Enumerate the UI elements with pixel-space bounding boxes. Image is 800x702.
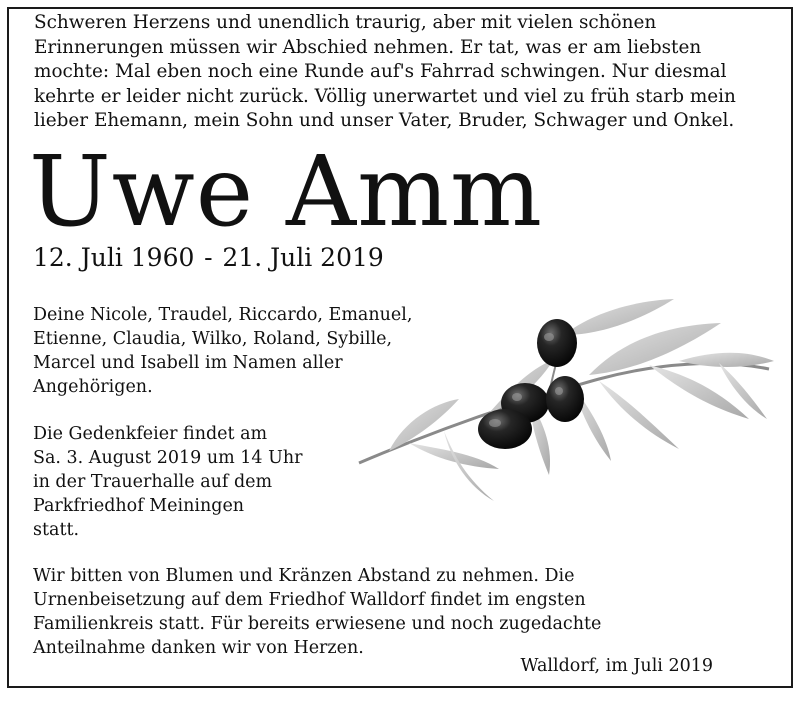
ceremony-line: statt.	[33, 520, 80, 540]
ceremony-line: Die Gedenkfeier findet am	[33, 424, 268, 444]
olive-branch-icon	[349, 291, 779, 511]
intro-text	[34, 11, 774, 134]
closing-text	[33, 564, 601, 660]
deceased-name: Uwe Amm	[29, 135, 544, 248]
intro-line: lieber Ehemann, mein Sohn und unser Vater, Bruder, Schwager und Onkel.	[34, 110, 735, 132]
death-date: 21. Juli 2019	[222, 243, 384, 272]
ceremony-line: in der Trauerhalle auf dem	[33, 472, 273, 492]
place-and-date: Walldorf, im Juli 2019	[520, 656, 713, 676]
closing-line: Wir bitten von Blumen und Kränzen Abstand zu nehmen. Die	[33, 566, 575, 586]
birth-date: 12. Juli 1960	[33, 243, 195, 272]
intro-line: Schweren Herzens und unendlich traurig, aber mit vielen schönen	[34, 12, 657, 33]
closing-line: Urnenbeisetzung auf dem Friedhof Walldorf findet im engsten	[33, 590, 586, 610]
ceremony-line: Sa. 3. August 2019 um 14 Uhr	[33, 448, 303, 468]
intro-line: kehrte er leider nicht zurück. Völlig unerwartet und viel zu früh starb mein	[34, 85, 736, 107]
family-line: Angehörigen.	[33, 377, 153, 397]
family-line: Deine Nicole, Traudel, Riccardo, Emanuel,	[33, 305, 413, 325]
memorial-ceremony-info	[33, 422, 303, 542]
life-dates	[33, 241, 384, 275]
intro-line: Erinnerungen müssen wir Abschied nehmen. Er tat, was er am liebsten	[34, 36, 702, 58]
obituary-notice	[7, 7, 793, 688]
family-line: Etienne, Claudia, Wilko, Roland, Sybille,	[33, 329, 393, 349]
date-separator: -	[204, 243, 213, 272]
ceremony-line: Parkfriedhof Meiningen	[33, 496, 245, 516]
family-line: Marcel und Isabell im Namen aller	[33, 353, 343, 373]
closing-line: Anteilnahme danken wir von Herzen.	[33, 638, 364, 658]
closing-line: Familienkreis statt. Für bereits erwiesene und noch zugedachte	[33, 614, 602, 634]
intro-line: mochte: Mal eben noch eine Runde auf's Fahrrad schwingen. Nur diesmal	[34, 61, 727, 83]
